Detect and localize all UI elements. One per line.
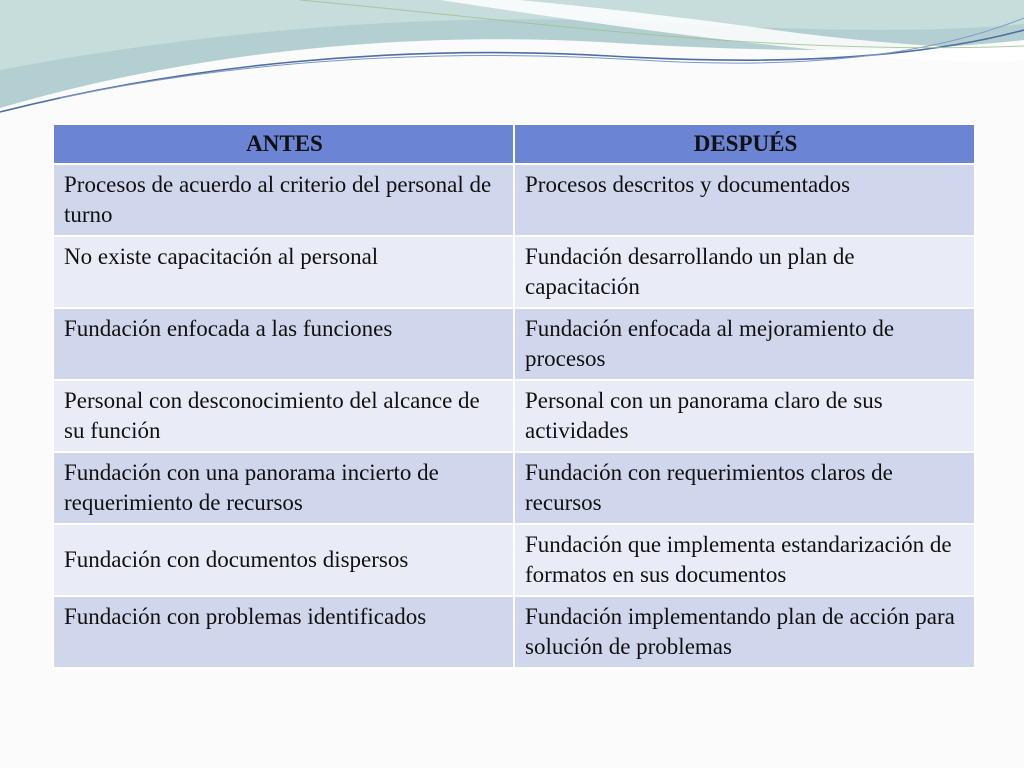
despues-cell: Fundación con requerimientos claros de recursos: [514, 452, 975, 524]
antes-cell: Fundación con documentos dispersos: [53, 524, 514, 596]
despues-cell: Fundación implementando plan de acción para solución de problemas: [514, 596, 975, 668]
despues-cell: Fundación que implementa estandarización de formatos en sus documentos: [514, 524, 975, 596]
antes-cell: Personal con desconocimiento del alcance de su función: [53, 380, 514, 452]
header-despues: DESPUÉS: [514, 124, 975, 164]
decorative-header-swoosh: [0, 0, 1024, 130]
despues-cell: Fundación enfocada al mejoramiento de procesos: [514, 308, 975, 380]
antes-cell: Fundación con problemas identificados: [53, 596, 514, 668]
header-antes: ANTES: [53, 124, 514, 164]
table-header-row: [53, 124, 975, 164]
despues-cell: Personal con un panorama claro de sus actividades: [514, 380, 975, 452]
table-row: [53, 308, 975, 380]
table-row: [53, 380, 975, 452]
antes-cell: No existe capacitación al personal: [53, 236, 514, 308]
table-row: [53, 524, 975, 596]
antes-cell: Procesos de acuerdo al criterio del personal de turno: [53, 164, 514, 236]
despues-cell: Fundación desarrollando un plan de capacitación: [514, 236, 975, 308]
comparison-table: [52, 123, 976, 669]
despues-cell: Procesos descritos y documentados: [514, 164, 975, 236]
table-row: [53, 164, 975, 236]
table-row: [53, 236, 975, 308]
antes-cell: Fundación enfocada a las funciones: [53, 308, 514, 380]
antes-cell: Fundación con una panorama incierto de requerimiento de recursos: [53, 452, 514, 524]
table-row: [53, 452, 975, 524]
table-row: [53, 596, 975, 668]
